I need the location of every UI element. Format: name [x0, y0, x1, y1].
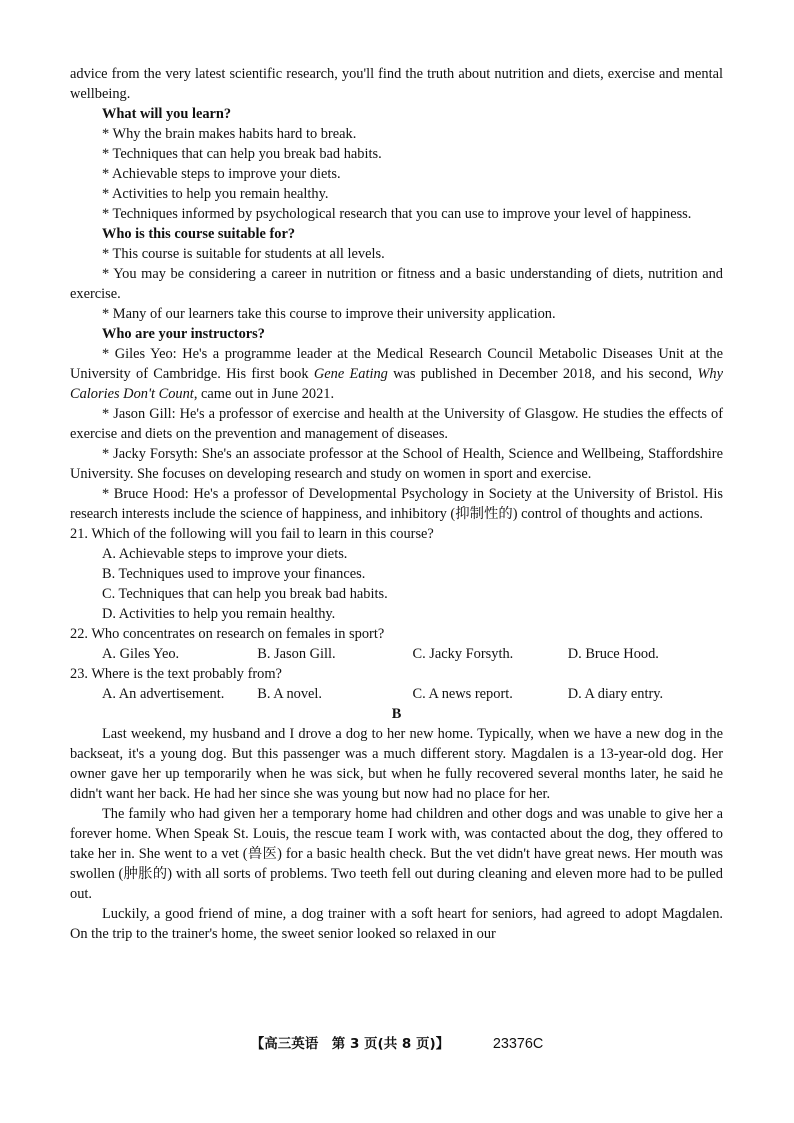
question-23: 23. Where is the text probably from? — [70, 666, 282, 682]
option: D. Activities to help you remain healthy. — [102, 606, 336, 622]
option: C. Techniques that can help you break bad habits. — [102, 586, 388, 602]
intro-paragraph: advice from the very latest scientific research, you'll find the truth about nutrition and diets, exercise and mental wellbeing. — [70, 66, 723, 102]
instructor-jacky: * Jacky Forsyth: She's an associate professor at the School of Health, Science and Wellbeing, Staffordshire University. She focuses on developing research and study on women in sport and exercise. — [70, 446, 723, 482]
passage-b-paragraph: The family who had given her a temporary home had children and other dogs and was unable to give her a forever home. When Speak St. Louis, the rescue team I work with, was contacted about the dog, they offered to take her in. She went to a vet (兽医) for a basic health check. But the vet didn't have great news. Her mouth was swollen (肿胀的) with all sorts of problems. Two teeth fell out during cleaning and eleven more had to be pulled out. — [70, 806, 723, 902]
suitable-item: * You may be considering a career in nutrition or fitness and a basic understanding of diets, nutrition and exercise. — [70, 266, 723, 302]
option: A. Achievable steps to improve your diets. — [102, 546, 348, 562]
footer-title: 【高三英语 第 3 页(共 8 页)】 — [250, 1036, 450, 1052]
learn-heading: What will you learn? — [102, 106, 232, 122]
footer-code: 23376C — [492, 1036, 544, 1052]
instructor-jason: * Jason Gill: He's a professor of exercise and health at the University of Glasgow. He studies the effects of exercise and diets on the prevention and management of diseases. — [70, 406, 723, 442]
passage-b-paragraph: Last weekend, my husband and I drove a dog to her new home. Typically, when we have a new dog in the backseat, it's a young dog. But this passenger was a much different story. Magdalen is a 13-year-old dog. Her owner gave her up temporarily when he was sick, but when he fully recovered several months later, he said he didn't want her back. He had her since she was young but now had no place for her. — [70, 726, 723, 802]
option: A. An advertisement. — [102, 686, 225, 702]
instructor-giles: * Giles Yeo: He's a programme leader at the Medical Research Council Metabolic Diseases Unit at the University of Cambridge. His first book Gene Eating was published in December 2018, and his second, Why Calories Don't Count, came out in June 2021. — [70, 346, 724, 402]
options-row — [70, 684, 723, 704]
suitable-item: * This course is suitable for students at all levels. — [102, 246, 385, 262]
book-title: Gene Eating — [313, 366, 388, 382]
learn-item: * Activities to help you remain healthy. — [102, 186, 329, 202]
suitable-item: * Many of our learners take this course to improve their university application. — [102, 306, 556, 322]
learn-item: * Techniques that can help you break bad habits. — [102, 146, 382, 162]
page-footer — [0, 1034, 794, 1054]
option: D. Bruce Hood. — [567, 646, 659, 662]
book-title: Why Calories Don't Count — [70, 366, 724, 402]
option: A. Giles Yeo. — [102, 646, 180, 662]
instructor-bruce: * Bruce Hood: He's a professor of Developmental Psychology in Society at the University of Bristol. His research interests include the science of happiness, and inhibitory (抑制性的) control of thoughts and actions. — [70, 486, 723, 522]
question-22: 22. Who concentrates on research on females in sport? — [70, 626, 385, 642]
learn-item: * Why the brain makes habits hard to break. — [102, 126, 357, 142]
section-label: B — [391, 706, 402, 722]
suitable-heading: Who is this course suitable for? — [102, 226, 296, 242]
learn-item: * Achievable steps to improve your diets. — [102, 166, 341, 182]
learn-item: * Techniques informed by psychological research that you can use to improve your level of happiness. — [102, 206, 692, 222]
question-21: 21. Which of the following will you fail to learn in this course? — [70, 526, 434, 542]
option: B. Techniques used to improve your finances. — [102, 566, 366, 582]
instructors-heading: Who are your instructors? — [102, 326, 265, 342]
option: C. A news report. — [412, 686, 513, 702]
options-row — [70, 644, 723, 664]
option: D. A diary entry. — [567, 686, 664, 702]
option: B. A novel. — [257, 686, 323, 702]
option: B. Jason Gill. — [257, 646, 336, 662]
page-body — [70, 64, 723, 944]
option: C. Jacky Forsyth. — [412, 646, 514, 662]
passage-b-paragraph: Luckily, a good friend of mine, a dog trainer with a soft heart for seniors, had agreed to adopt Magdalen. On the trip to the trainer's home, the sweet senior looked so relaxed in our — [70, 906, 723, 942]
